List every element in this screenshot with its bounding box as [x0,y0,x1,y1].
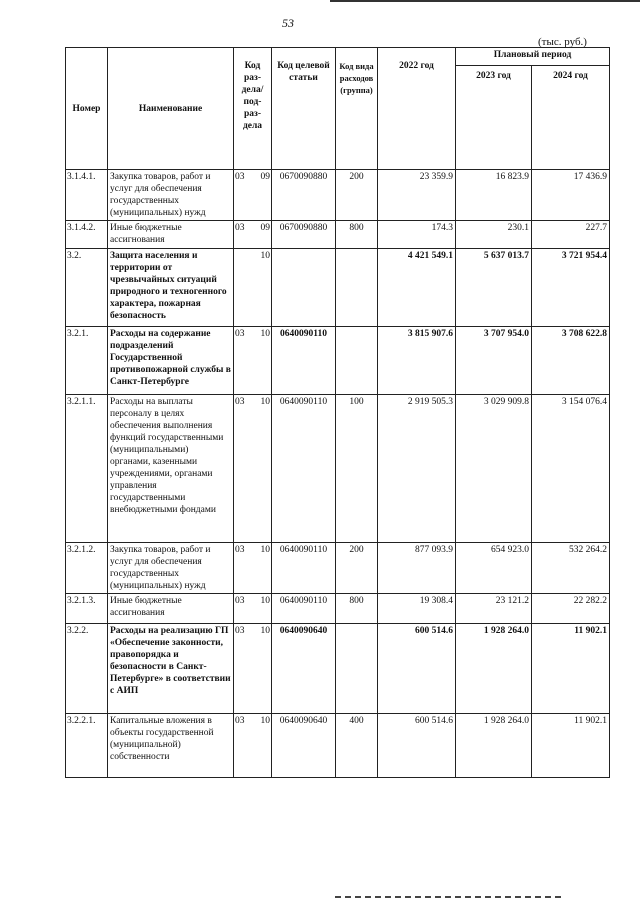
row-2023: 1 928 264.0 [456,714,532,778]
row-2024: 532 264.2 [532,543,610,594]
row-podrazdel: 10 [260,596,270,606]
row-2023: 5 637 013.7 [456,249,532,327]
table-body [66,170,610,778]
row-2024: 3 721 954.4 [532,249,610,327]
table-row [66,395,610,543]
row-target [272,249,336,327]
row-podrazdel: 10 [260,545,270,555]
row-2022: 2 919 505.3 [378,395,456,543]
row-section [234,249,272,327]
row-podrazdel: 09 [260,172,270,182]
row-expense [336,249,378,327]
row-target: 0640090110 [272,594,336,624]
row-2022: 600 514.6 [378,624,456,714]
row-2024: 3 154 076.4 [532,395,610,543]
row-podrazdel: 10 [260,626,270,636]
units-label: (тыс. руб.) [538,36,587,48]
row-expense: 400 [336,714,378,778]
row-razdel: 03 [235,626,245,636]
row-expense: 200 [336,170,378,221]
row-2023: 23 121.2 [456,594,532,624]
row-podrazdel: 10 [260,329,270,339]
table-row [66,594,610,624]
row-podrazdel: 10 [260,716,270,726]
row-2024: 11 902.1 [532,714,610,778]
row-number: 3.2.1.1. [66,395,108,543]
row-2022: 4 421 549.1 [378,249,456,327]
row-2024: 227.7 [532,221,610,249]
row-razdel: 03 [235,596,245,606]
row-name: Капитальные вложения в объекты государственной (муниципальной) собственности [108,714,234,778]
table-row [66,714,610,778]
row-name: Иные бюджетные ассигнования [108,594,234,624]
row-expense [336,327,378,395]
row-name: Иные бюджетные ассигнования [108,221,234,249]
row-target: 0640090110 [272,543,336,594]
row-name: Расходы на выплаты персоналу в целях обеспечения выполнения функций государственными (муниципальными) органами, казенными учреждениями, органами управления государственными внебюджетными фондами [108,395,234,543]
row-expense [336,624,378,714]
row-section [234,594,272,624]
row-number: 3.2.2. [66,624,108,714]
row-target: 0670090880 [272,221,336,249]
row-target: 0640090110 [272,327,336,395]
row-target: 0640090640 [272,714,336,778]
row-2023: 16 823.9 [456,170,532,221]
row-section [234,221,272,249]
header-2024: 2024 год [532,66,610,170]
row-razdel: 03 [235,716,245,726]
row-section [234,327,272,395]
row-number: 3.2.1.2. [66,543,108,594]
row-name: Расходы на содержание подразделений Государственной противопожарной службы в Санкт-Петербурге [108,327,234,395]
header-expense: Код вида расходов (группа) [336,48,378,170]
table-row [66,327,610,395]
row-name: Закупка товаров, работ и услуг для обеспечения государственных (муниципальных) нужд [108,543,234,594]
row-expense: 200 [336,543,378,594]
row-name: Закупка товаров, работ и услуг для обеспечения государственных (муниципальных) нужд [108,170,234,221]
row-target: 0640090640 [272,624,336,714]
row-section [234,395,272,543]
row-expense: 800 [336,594,378,624]
row-2023: 3 029 909.8 [456,395,532,543]
row-podrazdel: 10 [260,251,270,261]
row-razdel: 03 [235,545,245,555]
table-row [66,543,610,594]
row-name: Расходы на реализацию ГП «Обеспечение законности, правопорядка и безопасности в Санкт-Петербурге» в соответствии с АИП [108,624,234,714]
row-2024: 11 902.1 [532,624,610,714]
row-2024: 22 282.2 [532,594,610,624]
row-razdel: 03 [235,172,245,182]
budget-table [65,47,610,778]
row-podrazdel: 10 [260,397,270,407]
row-number: 3.2.2.1. [66,714,108,778]
row-section [234,714,272,778]
header-target: Код целевой статьи [272,48,336,170]
row-number: 3.2. [66,249,108,327]
row-target: 0640090110 [272,395,336,543]
table-row [66,170,610,221]
row-expense: 800 [336,221,378,249]
row-section [234,170,272,221]
row-2024: 17 436.9 [532,170,610,221]
row-2022: 600 514.6 [378,714,456,778]
header-2022: 2022 год [378,48,456,170]
page-number: 53 [282,16,294,30]
row-2023: 1 928 264.0 [456,624,532,714]
row-2023: 3 707 954.0 [456,327,532,395]
row-podrazdel: 09 [260,223,270,233]
table-row [66,249,610,327]
row-target: 0670090880 [272,170,336,221]
header-planned-period: Плановый период [456,48,610,66]
header-section: Код раз-дела/ под-раз-дела [234,48,272,170]
row-razdel: 03 [235,223,245,233]
row-2024: 3 708 622.8 [532,327,610,395]
bottom-marks [335,896,565,898]
row-2022: 19 308.4 [378,594,456,624]
row-2022: 3 815 907.6 [378,327,456,395]
table-row [66,221,610,249]
row-2022: 877 093.9 [378,543,456,594]
row-razdel: 03 [235,329,245,339]
header-2023: 2023 год [456,66,532,170]
row-section [234,624,272,714]
row-2023: 230.1 [456,221,532,249]
row-2022: 174.3 [378,221,456,249]
row-expense: 100 [336,395,378,543]
table-row [66,624,610,714]
row-razdel: 03 [235,397,245,407]
top-border-line [330,0,640,2]
row-2023: 654 923.0 [456,543,532,594]
header-name: Наименование [108,48,234,170]
header-number: Номер [66,48,108,170]
row-2022: 23 359.9 [378,170,456,221]
row-number: 3.2.1. [66,327,108,395]
row-name: Защита населения и территории от чрезвычайных ситуаций природного и техногенного характера, пожарная безопасность [108,249,234,327]
row-number: 3.2.1.3. [66,594,108,624]
row-number: 3.1.4.1. [66,170,108,221]
row-section [234,543,272,594]
row-number: 3.1.4.2. [66,221,108,249]
